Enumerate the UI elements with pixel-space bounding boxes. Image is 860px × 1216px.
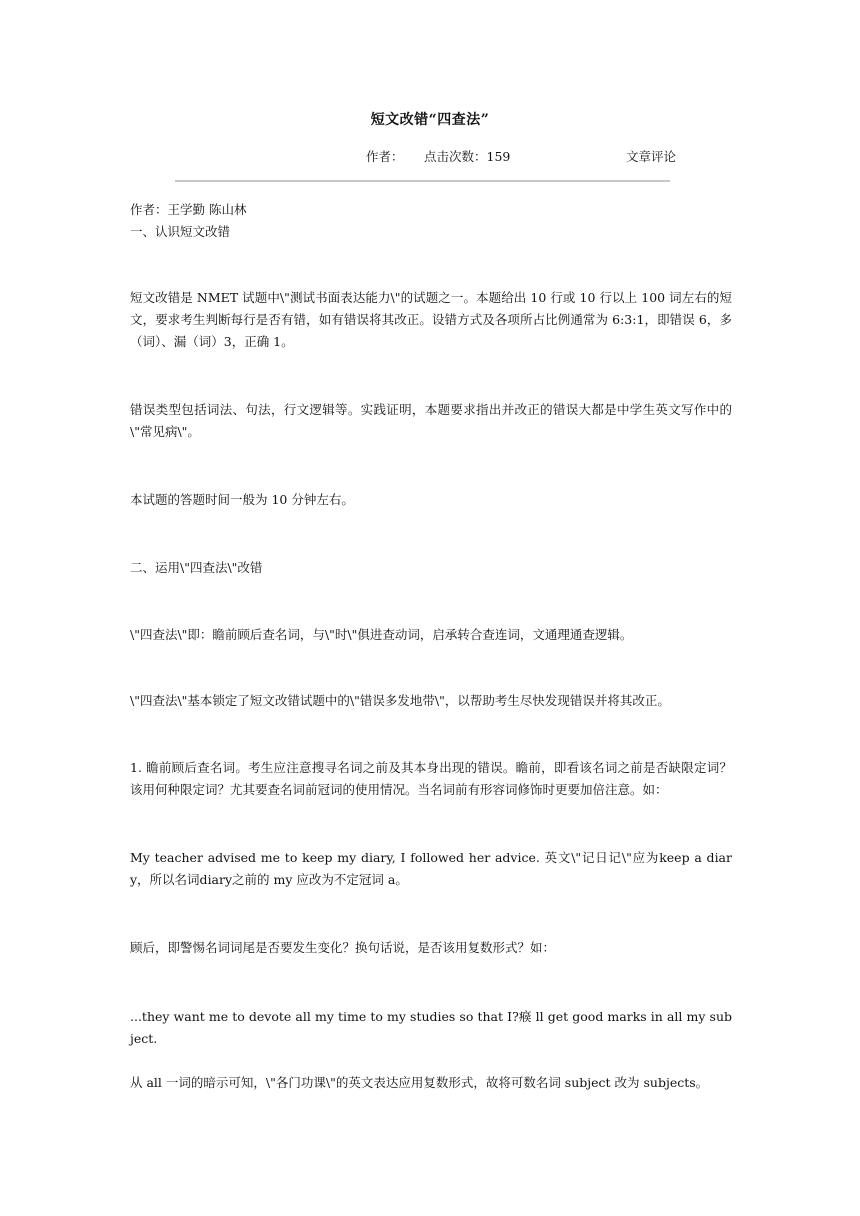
- author-line: 作者：王学勤 陈山林: [130, 202, 247, 217]
- paragraph: 从 all 一词的暗示可知，\"各门功课\"的英文表达应用复数形式，故将可数名词 subject 改为 subjects。: [130, 1075, 709, 1090]
- paragraph: 1. 瞻前顾后查名词。考生应注意搜寻名词之前及其本身出现的错误。瞻前，即看该名词之前是否缺限定词？该用何种限定词？尤其要查名词前冠词的使用情况。当名词前有形容词修饰时更要加倍注意。如：: [130, 760, 732, 797]
- paragraph: 错误类型包括词法、句法，行文逻辑等。实践证明，本题要求指出并改正的错误大都是中学生英文写作中的\"常见病\"。: [130, 402, 732, 439]
- click-count: 点击次数：159: [424, 149, 511, 164]
- header-divider: [175, 180, 670, 182]
- paragraph: 短文改错是 NMET 试题中\"测试书面表达能力\"的试题之一。本题给出 10 行或 10 行以上 100 词左右的短文，要求考生判断每行是否有错，如有错误将其改正。设错方式及各项所占比例通常为 6:3:1，即错误 6，多（词）、漏（词）3，正确 1。: [130, 290, 732, 349]
- example-paragraph: ...they want me to devote all my time to my studies so that I?瘊 ll get good marks in all my subject.: [130, 1009, 732, 1046]
- section-heading-2: 二、运用\"四查法\"改错: [130, 560, 263, 575]
- paragraph: \"四查法\"即：瞻前顾后查名词，与\"时\"俱进查动词，启承转合查连词，文通理通查逻辑。: [130, 627, 633, 642]
- article-comment-link[interactable]: 文章评论: [626, 149, 677, 164]
- paragraph: \"四查法\"基本锁定了短文改错试题中的\"错误多发地带\"，以帮助考生尽快发现错误并将其改正。: [130, 693, 670, 708]
- example-paragraph: My teacher advised me to keep my diary, I followed her advice. 英文\"记日记\"应为keep a diary，所以名词diary之前的 my 应改为不定冠词 a。: [130, 850, 732, 887]
- section-heading-1: 一、认识短文改错: [130, 224, 231, 239]
- article-title: 短文改错“四查法”: [370, 112, 490, 128]
- paragraph: 顾后，即警惕名词词尾是否要发生变化？换句话说，是否该用复数形式？如：: [130, 940, 556, 955]
- paragraph: 本试题的答题时间一般为 10 分钟左右。: [130, 492, 354, 507]
- author-label: 作者：: [366, 149, 404, 164]
